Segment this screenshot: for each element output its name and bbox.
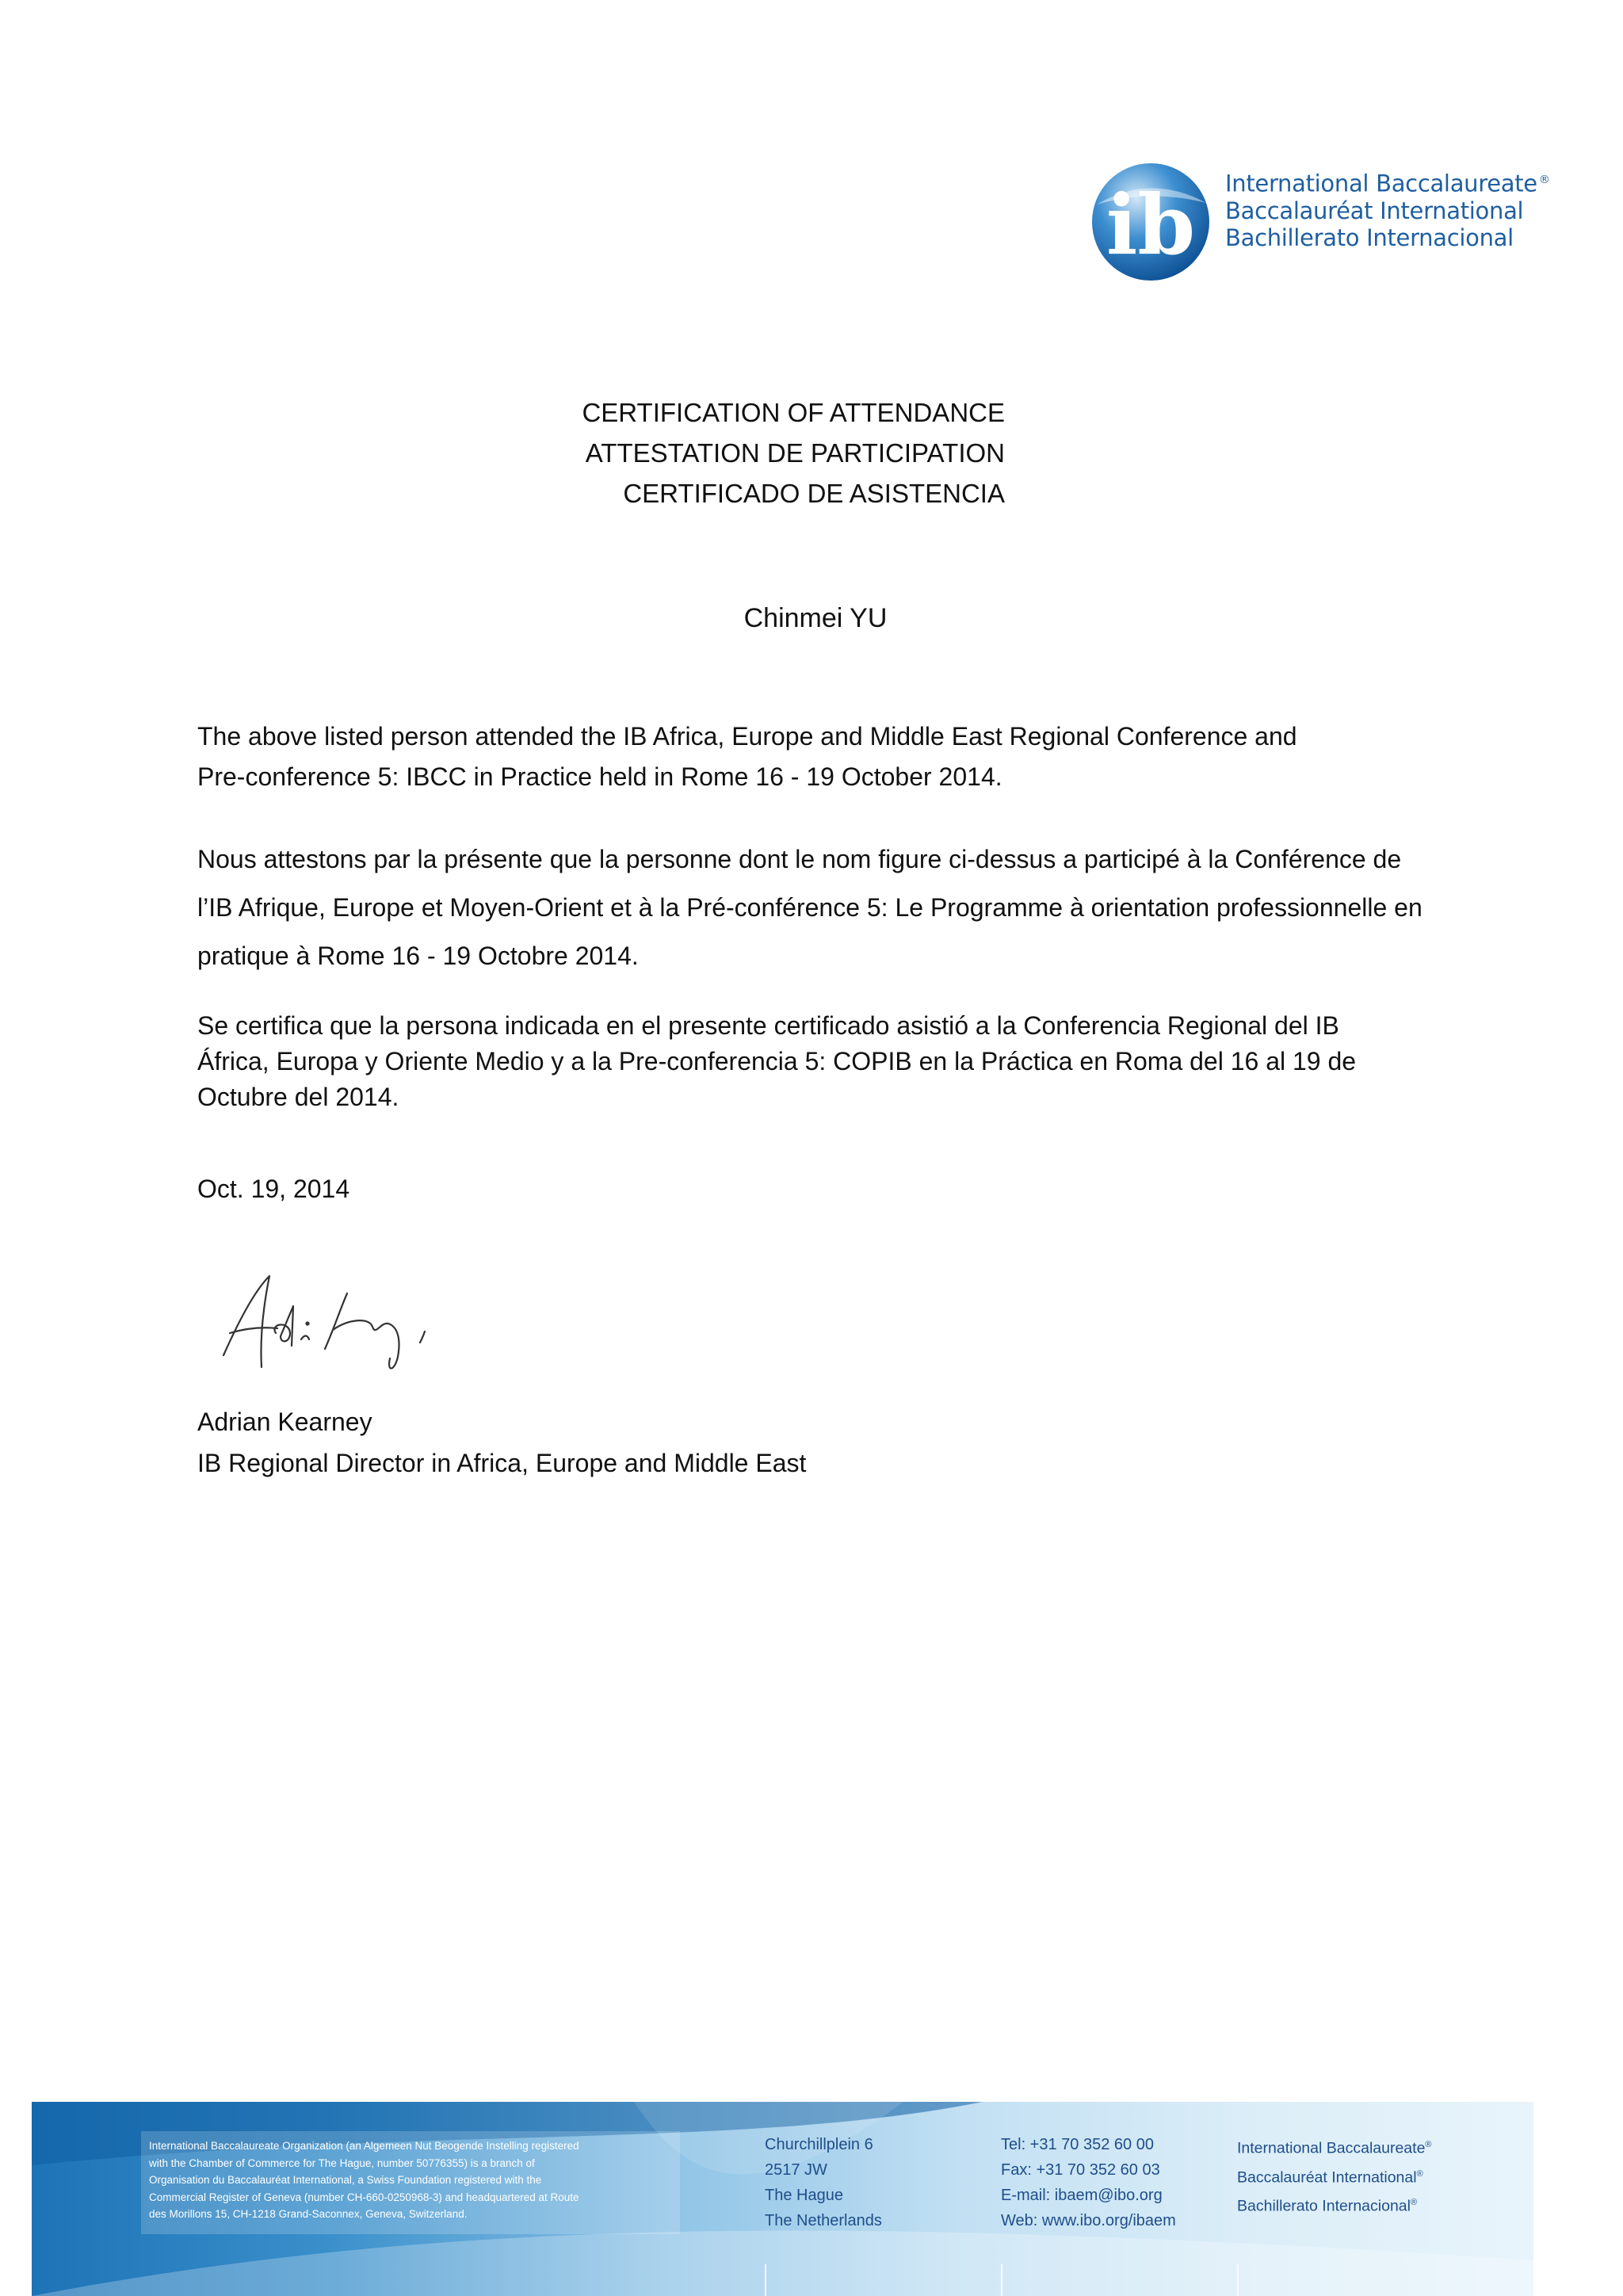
contact-phone: Tel: +31 70 352 60 00 <box>1001 2136 1154 2153</box>
footer-banner <box>32 2102 1533 2296</box>
contact-web: Web: www.ibo.org/ibaem <box>1001 2212 1176 2229</box>
paragraph-line: The above listed person attended the IB Africa, Europe and Middle East Regional Conference and <box>197 722 1297 751</box>
paragraph-english <box>197 716 1529 797</box>
handwritten-signature <box>214 1260 452 1379</box>
footer-legal-notice <box>141 2131 680 2234</box>
title-french: ATTESTATION DE PARTICIPATION <box>585 438 1005 468</box>
paragraph-line: pratique à Rome 16 - 19 Octobre 2014. <box>197 942 639 970</box>
logo-line-french: Baccalauréat International <box>1225 197 1524 224</box>
logo-line-english: International Baccalaureate ® <box>1225 170 1550 197</box>
org-name-french: Baccalauréat International® <box>1237 2168 1423 2186</box>
legal-line: Organisation du Baccalauréat International, a Swiss Foundation registered with the <box>149 2174 542 2187</box>
footer-contact <box>1001 2132 1176 2233</box>
signatory-title: IB Regional Director in Africa, Europe and Middle East <box>197 1449 807 1477</box>
paragraph-line: Se certifica que la persona indicada en el presente certificado asistió a la Conferencia Regional del IB <box>197 1011 1339 1040</box>
legal-line: International Baccalaureate Organization (an Algemeen Nut Beogende Instelling registered <box>149 2140 579 2152</box>
logo-wordmark <box>1225 166 1550 251</box>
footer-organization-names <box>1237 2132 1432 2219</box>
legal-line: Commercial Register of Geneva (number CH-660-0250968-3) and headquartered at Route <box>149 2191 579 2203</box>
address-line: Churchillplein 6 <box>765 2136 873 2153</box>
registered-mark: ® <box>1425 2140 1432 2149</box>
paragraph-line: Pre-conference 5: IBCC in Practice held in Rome 16 - 19 October 2014. <box>197 762 1002 791</box>
footer-address <box>765 2132 882 2233</box>
org-name-english: International Baccalaureate® <box>1237 2139 1432 2157</box>
ib-globe-icon <box>1087 157 1214 284</box>
address-line: The Netherlands <box>765 2212 882 2229</box>
title-spanish: CERTIFICADO DE ASISTENCIA <box>623 479 1005 508</box>
footer-divider <box>765 2264 766 2296</box>
legal-line: with the Chamber of Commerce for The Hague, number 50776355) is a branch of <box>149 2157 535 2169</box>
paragraph-spanish <box>197 1008 1529 1115</box>
contact-email: E-mail: ibaem@ibo.org <box>1001 2187 1163 2204</box>
logo-line-spanish: Bachillerato Internacional <box>1225 223 1514 251</box>
recipient-name: Chinmei YU <box>743 603 888 633</box>
registered-mark: ® <box>1416 2168 1423 2179</box>
signatory-block <box>197 1401 806 1484</box>
paragraph-line: l’IB Afrique, Europe et Moyen-Orient et à la Pré-conférence 5: Le Programme à orientation professionnelle en <box>197 893 1423 922</box>
logo-mark-letters: ib <box>1106 176 1196 273</box>
paragraph-line: Nous attestons par la présente que la personne dont le nom figure ci-dessus a participé à la Conférence de <box>197 845 1402 873</box>
registered-mark: ® <box>1410 2198 1418 2207</box>
footer-divider <box>1237 2264 1239 2296</box>
certificate-titles <box>0 392 1005 514</box>
registered-mark: ® <box>1538 174 1550 186</box>
legal-line: des Morillons 15, CH-1218 Grand-Saconnex, Geneva, Switzerland. <box>149 2208 468 2221</box>
signatory-name: Adrian Kearney <box>197 1408 372 1436</box>
paragraph-french <box>197 835 1529 980</box>
contact-fax: Fax: +31 70 352 60 03 <box>1001 2161 1160 2179</box>
issue-date: Oct. 19, 2014 <box>197 1175 350 1203</box>
address-line: 2517 JW <box>765 2161 827 2179</box>
paragraph-line: África, Europa y Oriente Medio y a la Pre-conferencia 5: COPIB en la Práctica en Roma del 16 al 19 de <box>197 1047 1357 1075</box>
address-line: The Hague <box>765 2187 843 2204</box>
title-english: CERTIFICATION OF ATTENDANCE <box>582 398 1005 427</box>
ib-logo <box>1087 157 1550 284</box>
org-name-spanish: Bachillerato Internacional® <box>1237 2197 1418 2215</box>
paragraph-line: Octubre del 2014. <box>197 1083 399 1111</box>
footer-divider <box>1001 2264 1002 2296</box>
